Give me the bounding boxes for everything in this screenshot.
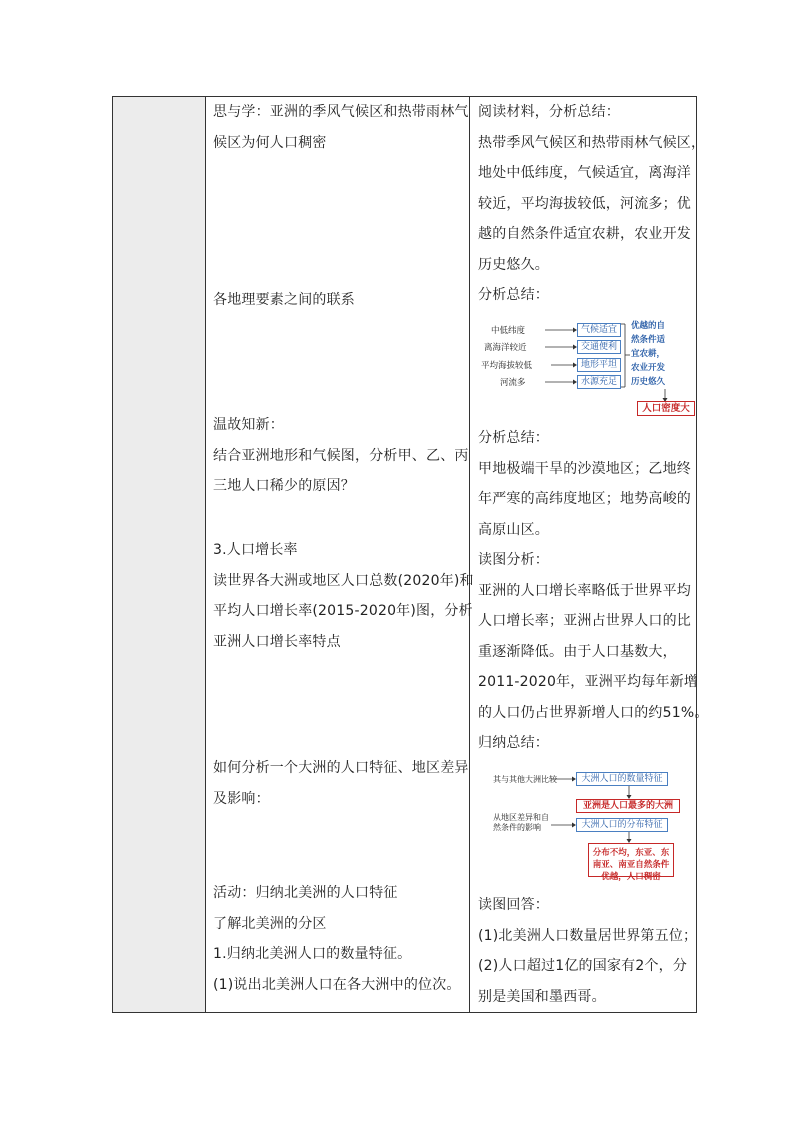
text-line: 三地人口稀少的原因？ [213, 478, 355, 494]
conclusion-line: 优越，人口稠密 [601, 872, 661, 882]
text-line: 越的自然条件适宜农耕，农业开发 [478, 226, 691, 242]
text-line: 甲地极端干旱的沙漠地区；乙地终 [478, 460, 691, 477]
section-title: 温故知新： [213, 417, 284, 433]
factor-label: 河流多 [500, 378, 526, 388]
text-line: 年严寒的高纬度地区；地势高峻的 [478, 491, 691, 507]
conditions-note [631, 319, 691, 389]
summary-1-section [478, 97, 706, 311]
text-line: (1)说出北美洲人口在各大洲中的位次。 [213, 976, 461, 993]
section-title: 分析总结： [478, 430, 549, 446]
growth-section [213, 535, 474, 657]
note-line: 农业开发 [631, 363, 666, 373]
factor-label: 中低纬度 [491, 326, 526, 336]
label-line: 从地区差异和自 [493, 813, 549, 822]
diagram-label-2 [493, 813, 549, 833]
text-line: 地处中低纬度，气候适宜，离海洋 [478, 165, 691, 181]
text-line: 读世界各大洲或地区人口总数(2020年)和 [213, 572, 474, 589]
section-title: 阅读材料，分析总结： [478, 104, 620, 120]
summary-2-section [478, 423, 709, 759]
think-learn-question [213, 97, 468, 158]
result-box: 气候适宜 [577, 323, 621, 337]
conclusion-line: 南亚、南亚自然条件 [592, 860, 670, 870]
text-line: 的人口仍占世界新增人口的约51%。 [478, 704, 709, 721]
note-line: 然条件适 [631, 335, 666, 345]
text-line: 1.归纳北美洲人口的数量特征。 [213, 946, 412, 962]
text-line: 如何分析一个大洲的人口特征、地区差异 [213, 760, 469, 776]
text-line: 思与学：亚洲的季风气候区和热带雨林气 [213, 104, 469, 120]
distribution-conclusion-box [588, 843, 674, 882]
result-box: 交通便利 [577, 340, 621, 354]
text-line: (2)人口超过1亿的国家有2个，分 [478, 958, 688, 974]
text-line: 人口增长率；亚洲占世界人口的比 [478, 613, 691, 629]
population-features-diagram [481, 769, 696, 882]
activity-section [213, 878, 468, 1000]
factor-label: 平均海拔较低 [481, 361, 533, 371]
feature-box: 大洲人口的数量特征 [576, 772, 668, 786]
text-line: 结合亚洲地形和气候图，分析甲、乙、丙 [213, 447, 469, 464]
section-title: 读图回答： [478, 897, 549, 913]
section-title: 归纳总结： [478, 735, 549, 751]
result-box: 地形平坦 [577, 358, 621, 372]
text-line: 2011-2020年，亚洲平均每年新增 [478, 674, 699, 690]
text-line: 各地理要素之间的联系 [213, 292, 355, 308]
text-line: 候区为何人口稠密 [213, 134, 327, 151]
note-line: 历史悠久 [631, 377, 666, 387]
text-line: 较近，平均海拔较低，河流多；优 [478, 195, 691, 212]
text-line: 别是美国和墨西哥。 [478, 988, 606, 1005]
relations-text [213, 285, 468, 316]
column-divider-2 [469, 97, 470, 1012]
section-title: 分析总结： [478, 287, 549, 303]
feature-box: 大洲人口的分布特征 [576, 818, 668, 832]
text-line: 了解北美洲的分区 [213, 915, 327, 932]
label-column [113, 97, 205, 1012]
label-line: 然条件的影响 [493, 823, 541, 832]
section-title: 3.人口增长率 [213, 542, 298, 558]
activity-title: 活动：归纳北美洲的人口特征 [213, 885, 398, 901]
text-line: 及影响： [213, 790, 270, 807]
text-line: 平均人口增长率(2015-2020年)图，分析 [213, 603, 473, 619]
result-box: 水源充足 [577, 375, 621, 389]
diagram-label: 其与其他大洲比较 [493, 775, 557, 784]
note-line: 优越的自 [631, 321, 666, 331]
text-line: (1)北美洲人口数量居世界第五位； [478, 927, 698, 944]
column-divider-1 [205, 97, 206, 1012]
population-density-diagram [481, 317, 696, 417]
answers-section [478, 890, 696, 1012]
review-section [213, 410, 468, 502]
conclusion-box: 人口密度大 [637, 401, 695, 416]
conclusion-line: 分布不均，东亚、东 [592, 848, 670, 858]
text-line: 高原山区。 [478, 521, 549, 538]
text-line: 热带季风气候区和热带雨林气候区， [478, 134, 706, 151]
text-line: 亚洲的人口增长率略低于世界平均 [478, 582, 691, 599]
lesson-table [112, 96, 709, 1013]
note-line: 宜农耕， [631, 349, 666, 359]
text-line: 重逐渐降低。由于人口基数大， [478, 643, 677, 660]
factor-label: 离海洋较近 [484, 343, 527, 353]
text-line: 亚洲人口增长率特点 [213, 633, 341, 650]
text-line: 历史悠久。 [478, 256, 549, 273]
how-analyze-section [213, 753, 468, 814]
conclusion-box: 亚洲是人口最多的大洲 [576, 799, 680, 813]
section-title: 读图分析： [478, 552, 549, 568]
